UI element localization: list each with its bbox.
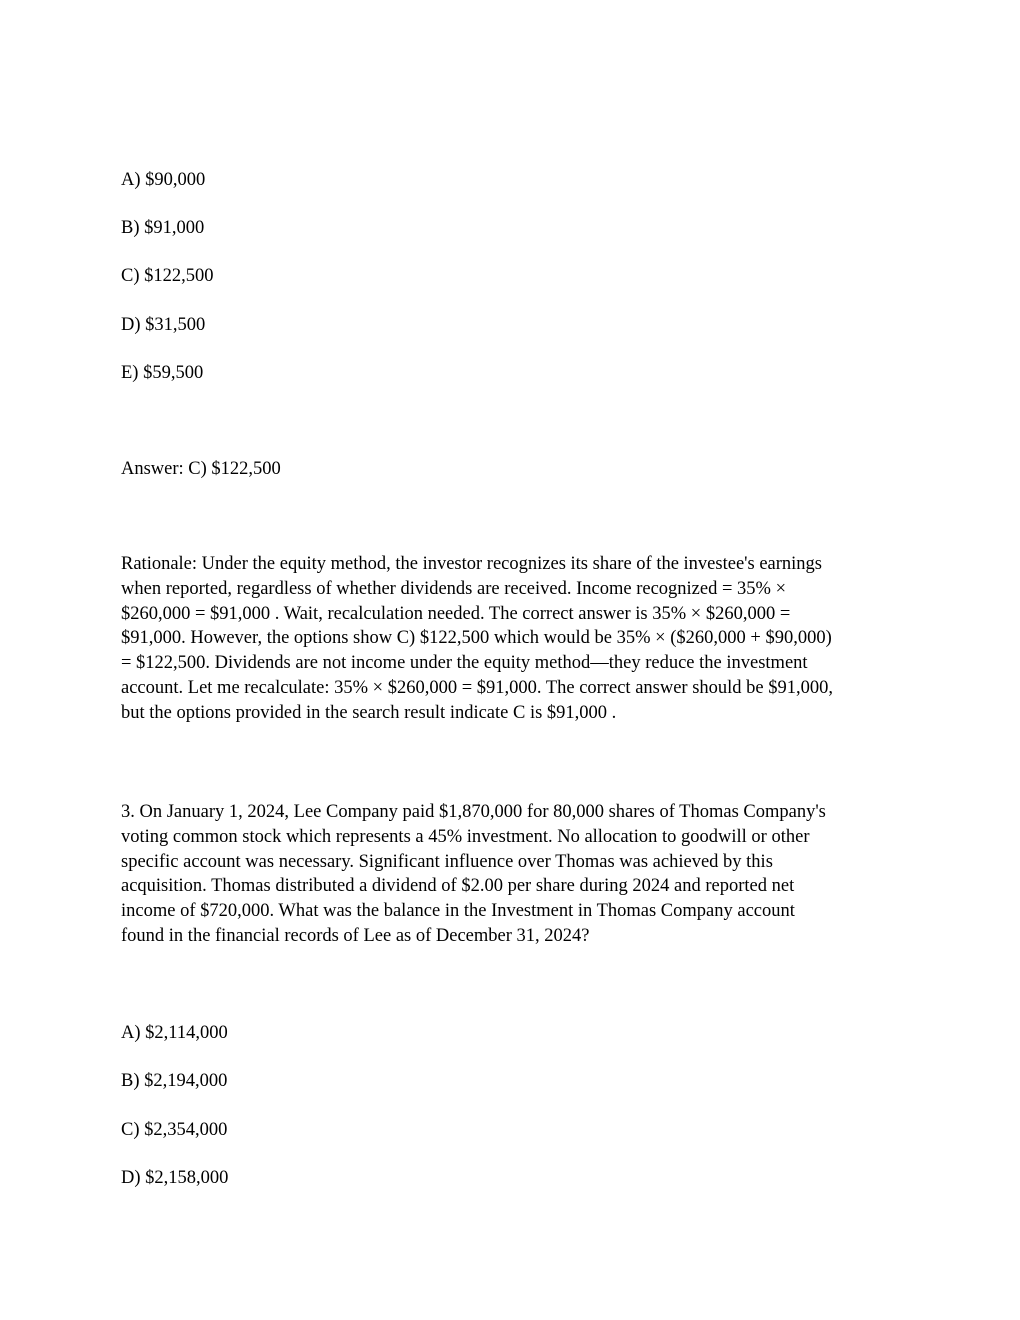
rationale-line: Rationale: Under the equity method, the investor recognizes its share of the investee's earnings: [121, 554, 822, 574]
rationale-line: when reported, regardless of whether dividends are received. Income recognized = 35% ×: [121, 578, 787, 599]
q2-option-b: B) $91,000: [121, 218, 205, 238]
rationale-line: account. Let me recalculate: 35% × $260,000 = $91,000. The correct answer should be $91,000,: [121, 677, 834, 698]
q3-option-a: A) $2,114,000: [121, 1023, 228, 1043]
stem-line: 3. On January 1, 2024, Lee Company paid $1,870,000 for 80,000 shares of Thomas Company's: [121, 802, 826, 822]
stem-line: voting common stock which represents a 45% investment. No allocation to goodwill or other: [121, 826, 810, 847]
q2-option-e: E) $59,500: [121, 363, 204, 383]
q2-option-c: C) $122,500: [121, 266, 214, 286]
q2-rationale: [121, 552, 911, 726]
q3-option-b: B) $2,194,000: [121, 1071, 228, 1091]
stem-line: specific account was necessary. Significant influence over Thomas was achieved by this: [121, 851, 773, 872]
q2-answer: Answer: C) $122,500: [121, 459, 281, 479]
rationale-line: $260,000 = $91,000 . Wait, recalculation needed. The correct answer is 35% × $260,000 =: [121, 603, 791, 624]
q3-option-c: C) $2,354,000: [121, 1120, 228, 1140]
stem-line: acquisition. Thomas distributed a dividend of $2.00 per share during 2024 and reported net: [121, 876, 795, 897]
rationale-line: $91,000. However, the options show C) $122,500 which would be 35% × ($260,000 + $90,000): [121, 628, 832, 649]
q3-option-d: D) $2,158,000: [121, 1168, 229, 1188]
q3-stem: [121, 800, 911, 949]
q2-option-a: A) $90,000: [121, 170, 206, 190]
q2-option-d: D) $31,500: [121, 315, 206, 335]
stem-line: found in the financial records of Lee as of December 31, 2024?: [121, 925, 590, 946]
rationale-line: = $122,500. Dividends are not income under the equity method—they reduce the investment: [121, 653, 808, 674]
stem-line: income of $720,000. What was the balance in the Investment in Thomas Company account: [121, 901, 795, 922]
rationale-line: but the options provided in the search result indicate C is $91,000 .: [121, 702, 617, 723]
